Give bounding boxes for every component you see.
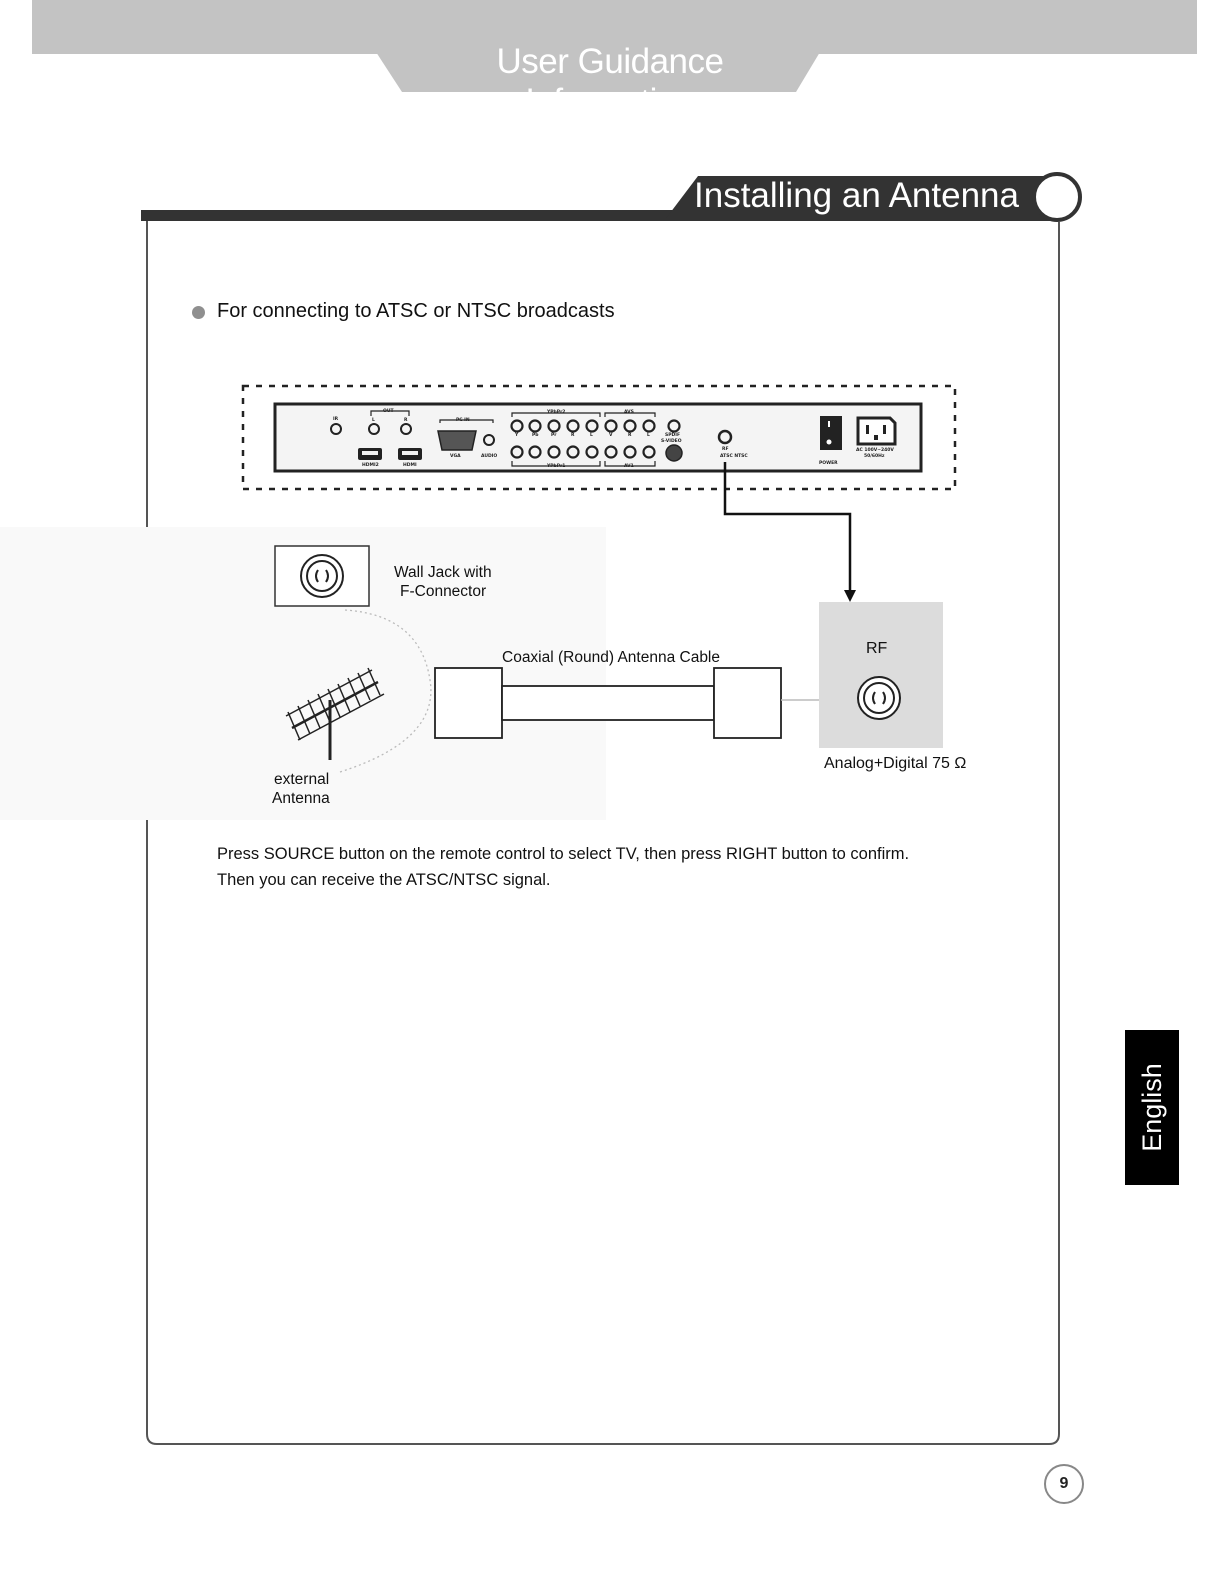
ir-label: IR (333, 417, 339, 422)
panel-rf-label: RF (722, 447, 729, 452)
rf-label: RF (866, 640, 888, 657)
pb-label: Pb (532, 433, 539, 438)
page-number: 9 (1044, 1464, 1084, 1504)
audio-r-label: R (571, 433, 575, 438)
ypbpr2-label: YPbPr2 (547, 410, 566, 415)
y-label: Y (515, 433, 519, 438)
hdmi-label: HDMI (403, 463, 417, 468)
audio-label: AUDIO (481, 454, 498, 459)
wall-jack-label-line1: Wall Jack with (394, 564, 492, 581)
section-title: Installing an Antenna (694, 176, 1019, 215)
vga-port (438, 431, 476, 450)
svideo-label: S-VIDEO (661, 439, 682, 444)
out-label: OUT (383, 409, 394, 414)
spdif-label: SPDIF (665, 433, 681, 438)
avs-label: AVS (624, 410, 634, 415)
atsc-ntsc-label: ATSC NTSC (720, 454, 748, 459)
ac-voltage-label: AC 100V~240V (856, 448, 894, 453)
hdmi2-label: HDMI2 (362, 463, 379, 468)
coaxial-cable (502, 686, 714, 720)
av1-label: AV1 (624, 464, 634, 469)
out-r-label: R (404, 418, 408, 423)
rf-connection-line (725, 462, 850, 594)
language-tab-label (1125, 1030, 1179, 1185)
out-l-label: L (372, 418, 375, 423)
antenna-label-line2: Antenna (272, 790, 330, 807)
header-title: User Guidance Information (496, 42, 724, 121)
power-label: POWER (819, 461, 838, 466)
intro-text: For connecting to ATSC or NTSC broadcasts (217, 300, 615, 322)
v-label: V (609, 433, 613, 438)
language-tab-text: English (1136, 1063, 1167, 1152)
svideo-port (666, 445, 682, 461)
ypbpr1-label: YPbPr1 (547, 464, 566, 469)
wall-jack-label-line2: F-Connector (400, 583, 487, 600)
rf-box (819, 602, 943, 748)
pc-in-label: PC IN (456, 418, 470, 423)
audio-l-label: L (590, 433, 593, 438)
power-switch (820, 416, 842, 450)
pr-label: Pr (551, 433, 557, 438)
instruction-line-1: Press SOURCE button on the remote control to select TV, then press RIGHT button to confirm. (217, 845, 910, 863)
cable-label: Coaxial (Round) Antenna Cable (502, 649, 720, 666)
vga-label: VGA (450, 454, 461, 459)
ac-inlet (858, 418, 895, 444)
av-r-label: R (628, 433, 632, 438)
cable-connector-left (435, 668, 502, 738)
impedance-label: Analog+Digital 75 Ω (824, 755, 967, 772)
instruction-line-2: Then you can receive the ATSC/NTSC signal. (217, 871, 551, 889)
antenna-label-line1: external (274, 771, 330, 788)
av-l-label: L (647, 433, 650, 438)
cable-connector-right (714, 668, 781, 738)
ac-frequency-label: 50/60Hz (864, 454, 885, 459)
